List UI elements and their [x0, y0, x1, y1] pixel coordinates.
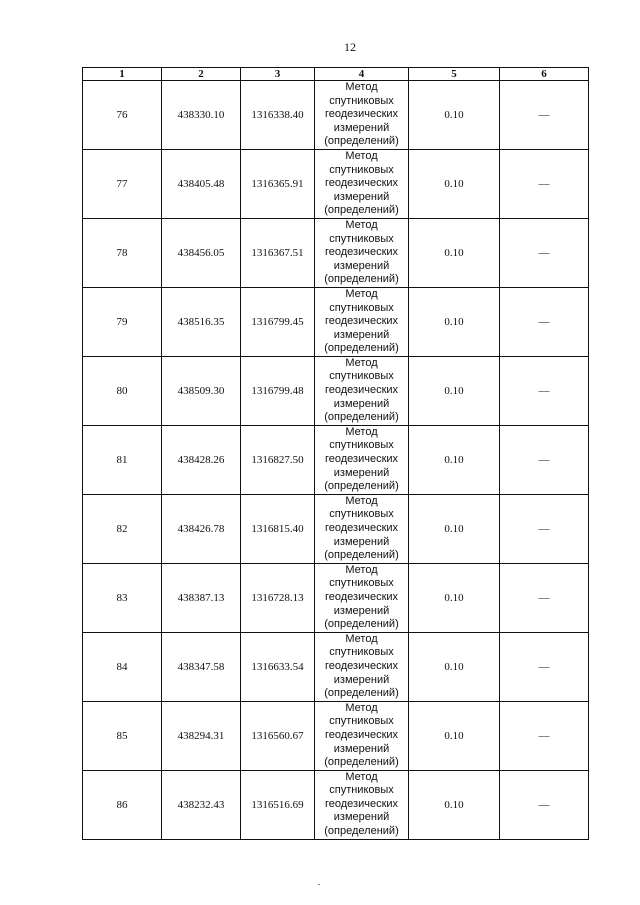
- precision-cell: 0.10: [409, 563, 500, 632]
- method-line: Метод: [345, 770, 378, 783]
- precision-cell: 0.10: [409, 149, 500, 218]
- method-line: измерений: [333, 604, 390, 617]
- method-line: спутниковых: [329, 715, 394, 728]
- method-line: измерений: [333, 190, 390, 203]
- point-number-cell: 85: [83, 701, 162, 770]
- column-header-3: 3: [241, 68, 315, 81]
- x-coordinate-cell: 438405.48: [162, 149, 241, 218]
- method-line: геодезических: [324, 246, 399, 259]
- precision-cell: 0.10: [409, 701, 500, 770]
- method-line: (определений): [324, 549, 399, 562]
- method-line: геодезических: [324, 177, 399, 190]
- y-coordinate-cell: 1316367.51: [241, 218, 315, 287]
- method-line: спутниковых: [329, 577, 394, 590]
- table-row: [83, 218, 589, 287]
- table-row: [83, 425, 589, 494]
- method-line: геодезических: [324, 728, 399, 741]
- x-coordinate-cell: 438426.78: [162, 494, 241, 563]
- method-line: (определений): [324, 618, 399, 631]
- table-row: [83, 770, 589, 839]
- method-line: (определений): [324, 756, 399, 769]
- y-coordinate-cell: 1316799.45: [241, 287, 315, 356]
- column-header-4: 4: [315, 68, 409, 81]
- method-line: Метод: [345, 563, 378, 576]
- x-coordinate-cell: 438516.35: [162, 287, 241, 356]
- method-line: Метод: [345, 356, 378, 369]
- method-line: геодезических: [324, 522, 399, 534]
- method-cell: [315, 494, 409, 563]
- method-line: (определений): [324, 687, 399, 700]
- precision-cell: 0.10: [409, 425, 500, 494]
- method-line: Метод: [345, 287, 378, 300]
- method-line: Метод: [345, 149, 378, 162]
- method-line: геодезических: [324, 590, 399, 603]
- method-cell: [315, 701, 409, 770]
- method-line: спутниковых: [329, 646, 394, 659]
- point-number-cell: 83: [83, 563, 162, 632]
- method-line: измерений: [333, 535, 390, 548]
- point-number-cell: 79: [83, 287, 162, 356]
- y-coordinate-cell: 1316815.40: [241, 494, 315, 563]
- x-coordinate-cell: 438456.05: [162, 218, 241, 287]
- point-number-cell: 84: [83, 632, 162, 701]
- description-cell: —: [500, 81, 589, 150]
- method-line: (определений): [324, 204, 399, 217]
- x-coordinate-cell: 438387.13: [162, 563, 241, 632]
- method-cell: [315, 563, 409, 632]
- table-row: [83, 149, 589, 218]
- table-row: [83, 701, 589, 770]
- table-row: [83, 494, 589, 563]
- table-row: [83, 287, 589, 356]
- point-number-cell: 76: [83, 81, 162, 150]
- precision-cell: 0.10: [409, 81, 500, 150]
- column-header-1: 1: [83, 68, 162, 81]
- x-coordinate-cell: 438428.26: [162, 425, 241, 494]
- column-header-2: 2: [162, 68, 241, 81]
- table-row: [83, 632, 589, 701]
- x-coordinate-cell: 438347.58: [162, 632, 241, 701]
- method-line: геодезических: [324, 659, 399, 672]
- point-number-cell: 81: [83, 425, 162, 494]
- coordinates-table: [82, 67, 589, 840]
- method-line: измерений: [333, 742, 390, 755]
- method-line: Метод: [345, 632, 378, 645]
- method-line: спутниковых: [329, 370, 394, 383]
- method-cell: [315, 425, 409, 494]
- method-line: (определений): [324, 480, 399, 493]
- table-row: [83, 356, 589, 425]
- description-cell: —: [500, 701, 589, 770]
- method-line: геодезических: [324, 384, 399, 397]
- table-row: [83, 81, 589, 150]
- precision-cell: 0.10: [409, 632, 500, 701]
- precision-cell: 0.10: [409, 770, 500, 839]
- description-cell: —: [500, 770, 589, 839]
- method-line: (определений): [324, 411, 399, 424]
- method-line: спутниковых: [329, 439, 394, 452]
- description-cell: —: [500, 425, 589, 494]
- method-line: геодезических: [324, 315, 399, 328]
- point-number-cell: 78: [83, 218, 162, 287]
- y-coordinate-cell: 1316633.54: [241, 632, 315, 701]
- method-line: (определений): [324, 825, 399, 838]
- x-coordinate-cell: 438294.31: [162, 701, 241, 770]
- method-line: (определений): [324, 135, 399, 148]
- description-cell: —: [500, 287, 589, 356]
- method-line: Метод: [345, 701, 378, 714]
- y-coordinate-cell: 1316365.91: [241, 149, 315, 218]
- description-cell: —: [500, 218, 589, 287]
- method-line: геодезических: [324, 453, 399, 466]
- method-line: Метод: [345, 425, 378, 438]
- method-line: измерений: [333, 328, 390, 341]
- method-line: геодезических: [324, 797, 399, 810]
- method-cell: [315, 287, 409, 356]
- page-number: 12: [344, 40, 356, 54]
- method-line: измерений: [333, 397, 390, 410]
- method-line: (определений): [324, 342, 399, 355]
- method-line: спутниковых: [329, 508, 394, 521]
- column-header-6: 6: [500, 68, 589, 81]
- precision-cell: 0.10: [409, 218, 500, 287]
- method-line: спутниковых: [329, 784, 394, 797]
- description-cell: —: [500, 632, 589, 701]
- y-coordinate-cell: 1316338.40: [241, 81, 315, 150]
- y-coordinate-cell: 1316827.50: [241, 425, 315, 494]
- x-coordinate-cell: 438509.30: [162, 356, 241, 425]
- y-coordinate-cell: 1316560.67: [241, 701, 315, 770]
- method-line: Метод: [345, 81, 378, 93]
- description-cell: —: [500, 563, 589, 632]
- method-line: измерений: [333, 811, 390, 824]
- description-cell: —: [500, 494, 589, 563]
- method-cell: [315, 632, 409, 701]
- method-line: Метод: [345, 494, 378, 507]
- method-line: Метод: [345, 218, 378, 231]
- point-number-cell: 86: [83, 770, 162, 839]
- method-cell: [315, 81, 409, 150]
- method-cell: [315, 770, 409, 839]
- method-line: спутниковых: [329, 163, 394, 176]
- method-line: геодезических: [324, 108, 399, 121]
- description-cell: —: [500, 149, 589, 218]
- precision-cell: 0.10: [409, 287, 500, 356]
- column-header-5: 5: [409, 68, 500, 81]
- x-coordinate-cell: 438330.10: [162, 81, 241, 150]
- y-coordinate-cell: 1316728.13: [241, 563, 315, 632]
- method-line: измерений: [333, 466, 390, 479]
- method-line: измерений: [333, 673, 390, 686]
- method-line: спутниковых: [329, 301, 394, 314]
- point-number-cell: 80: [83, 356, 162, 425]
- precision-cell: 0.10: [409, 356, 500, 425]
- y-coordinate-cell: 1316799.48: [241, 356, 315, 425]
- method-cell: [315, 218, 409, 287]
- point-number-cell: 82: [83, 494, 162, 563]
- method-cell: [315, 149, 409, 218]
- table-row: [83, 563, 589, 632]
- method-line: (определений): [324, 273, 399, 286]
- y-coordinate-cell: 1316516.69: [241, 770, 315, 839]
- method-line: спутниковых: [329, 94, 394, 107]
- table-header-row: [83, 68, 589, 81]
- description-cell: —: [500, 356, 589, 425]
- method-cell: [315, 356, 409, 425]
- precision-cell: 0.10: [409, 494, 500, 563]
- scan-speck: [318, 884, 320, 885]
- method-line: измерений: [333, 121, 390, 134]
- x-coordinate-cell: 438232.43: [162, 770, 241, 839]
- point-number-cell: 77: [83, 149, 162, 218]
- method-line: измерений: [333, 259, 390, 272]
- method-line: спутниковых: [329, 232, 394, 245]
